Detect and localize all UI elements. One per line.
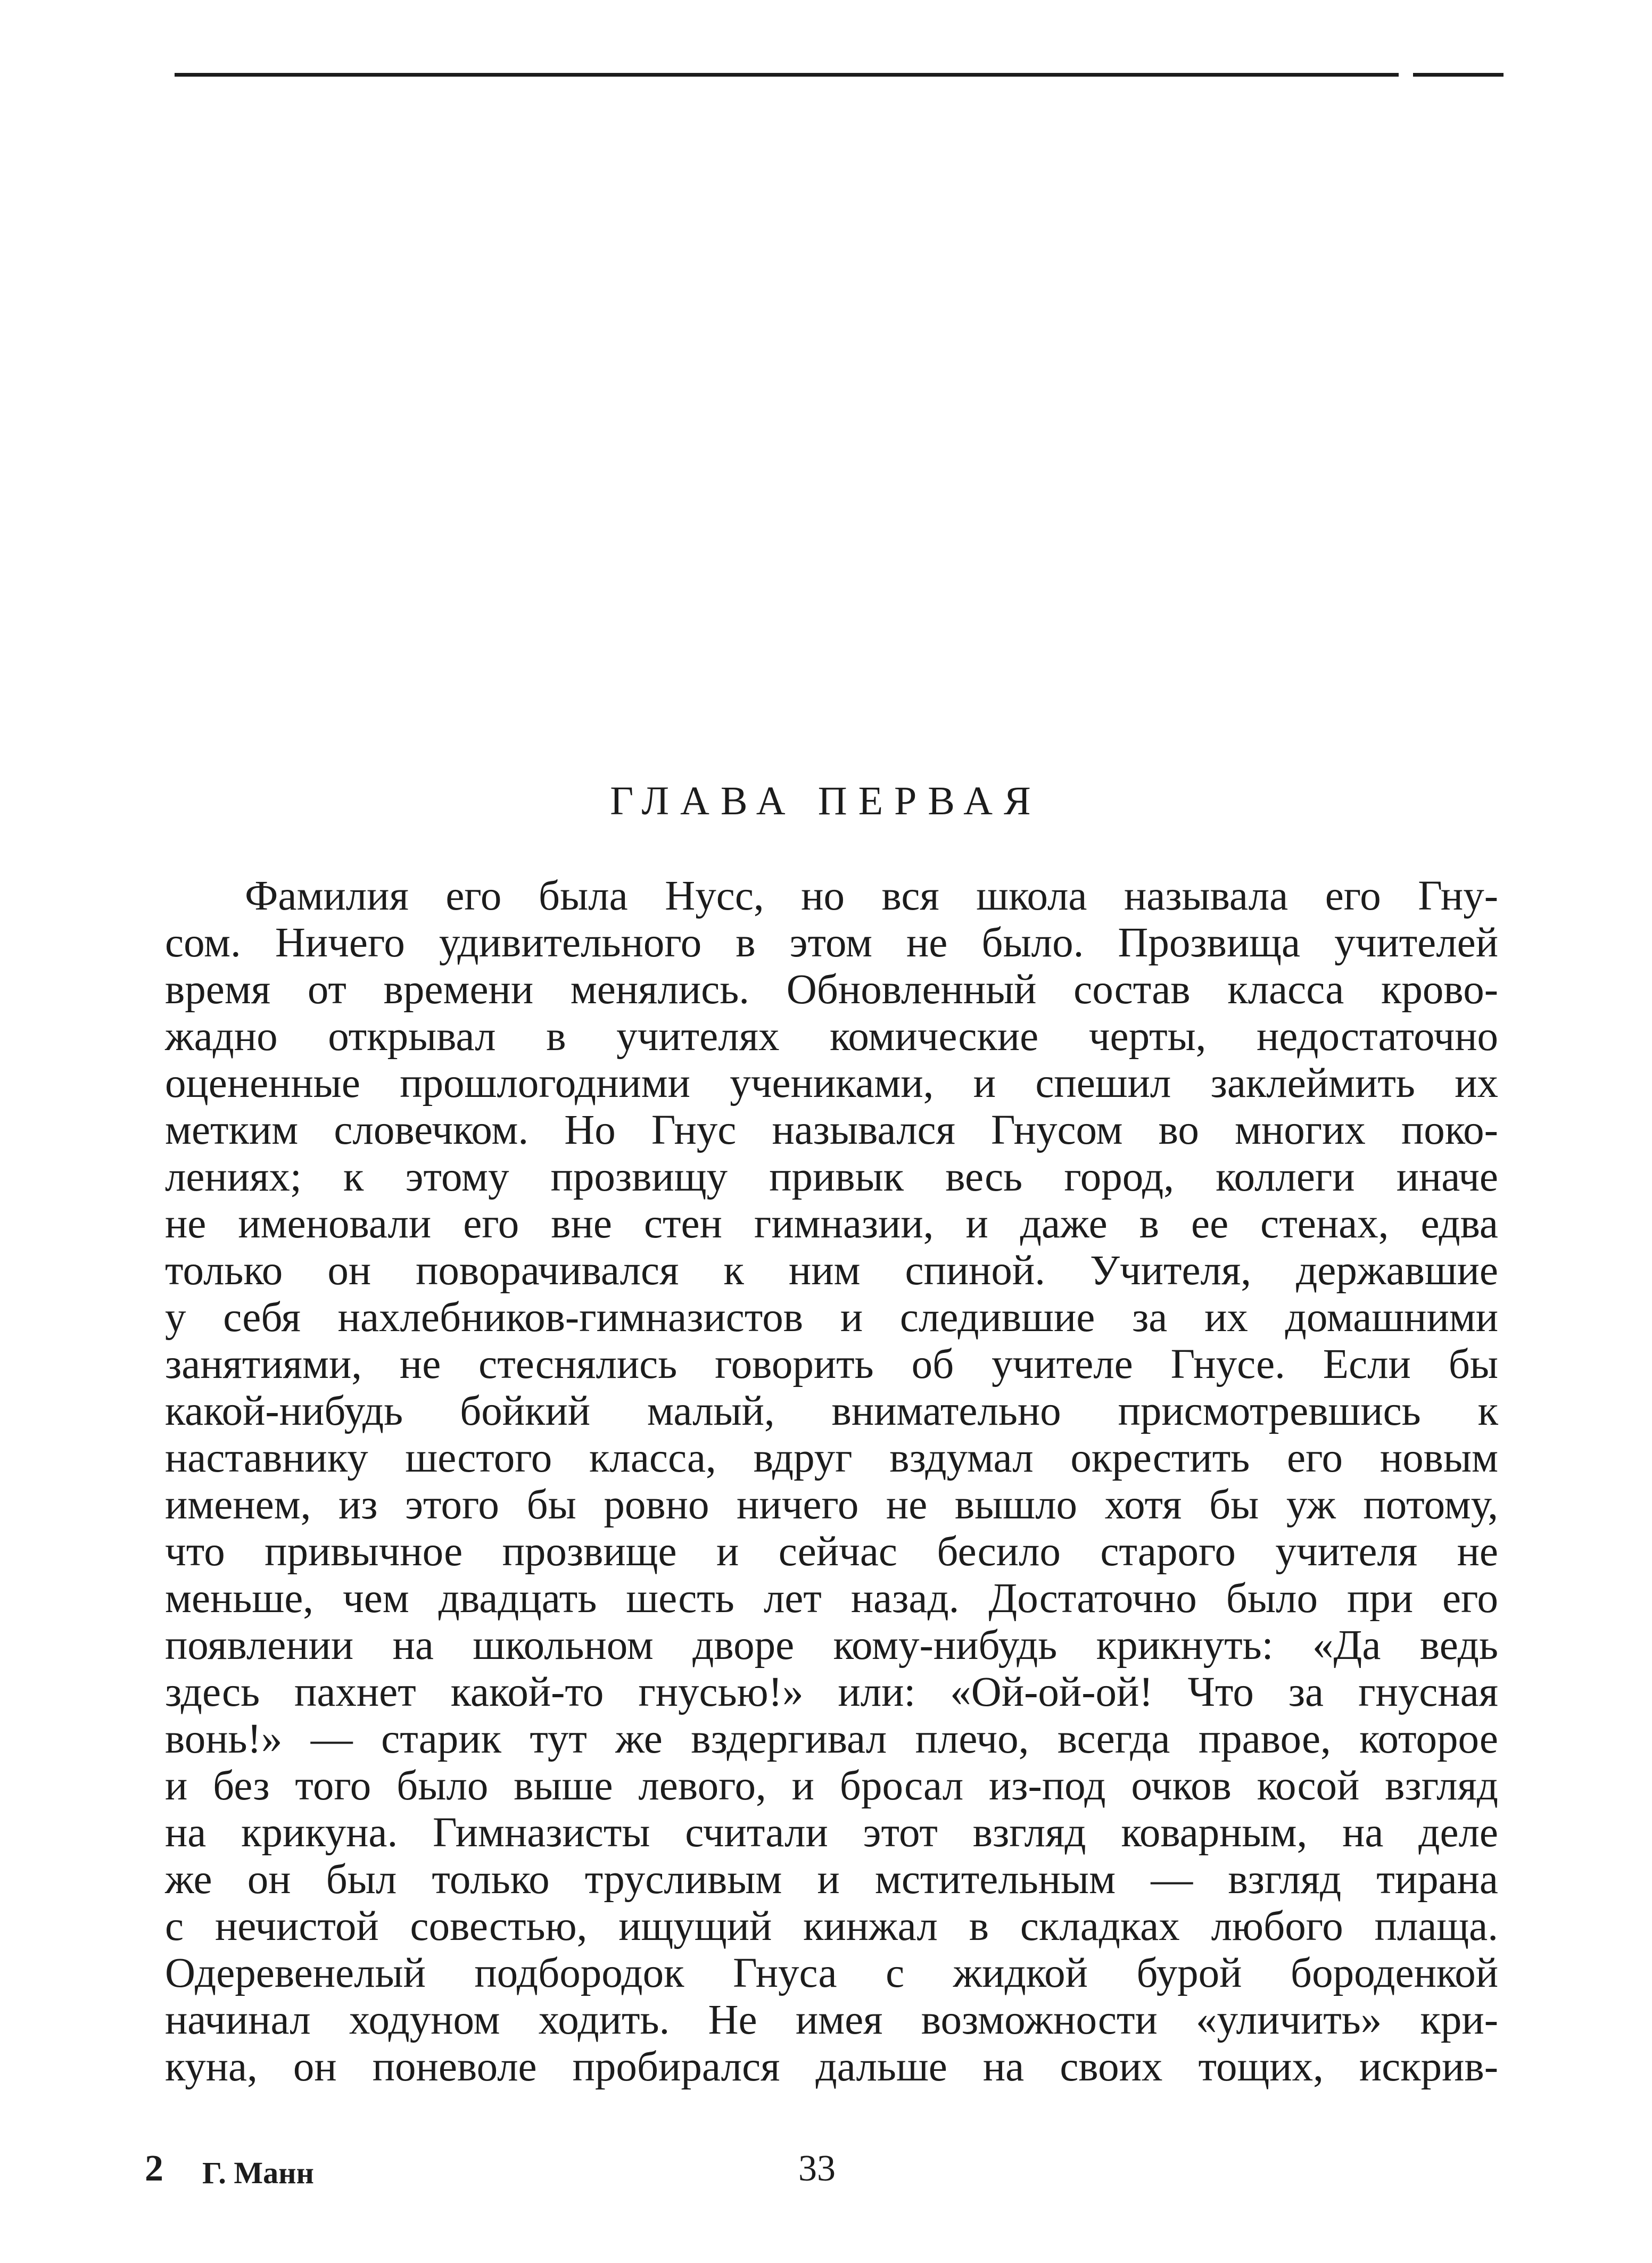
chapter-paragraph [165, 873, 1498, 2091]
header-rule-short [1413, 73, 1504, 77]
text-line: время от времени менялись. Обновленный состав класса крово- [165, 967, 1498, 1013]
text-line: на крикуна. Гимназисты считали этот взгляд коварным, на деле [165, 1810, 1498, 1856]
text-line: Одеревенелый подбородок Гнуса с жидкой бурой бороденкой [165, 1950, 1498, 1996]
text-line: сом. Ничего удивительного в этом не было. Прозвища учителей [165, 920, 1498, 966]
text-line: занятиями, не стеснялись говорить об учителе Гнусе. Если бы [165, 1341, 1498, 1387]
signature-number: 2 [145, 2148, 163, 2189]
text-line: наставнику шестого класса, вдруг вздумал окрестить его новым [165, 1435, 1498, 1481]
text-line: метким словечком. Но Гнус назывался Гнусом во многих поко- [165, 1107, 1498, 1153]
text-line: куна, он поневоле пробирался дальше на своих тощих, искрив- [165, 2044, 1498, 2090]
text-line: меньше, чем двадцать шесть лет назад. Достаточно было при его [165, 1575, 1498, 1622]
text-line: оцененные прошлогодними учениками, и спешил заклеймить их [165, 1060, 1498, 1106]
text-line: же он был только трусливым и мстительным — взгляд тирана [165, 1856, 1498, 1903]
text-line: именем, из этого бы ровно ничего не вышло хотя бы уж потому, [165, 1482, 1498, 1528]
chapter-title: ГЛАВА ПЕРВАЯ [610, 779, 1042, 823]
text-line: какой-нибудь бойкий малый, внимательно присмотревшись к [165, 1388, 1498, 1434]
text-line: появлении на школьном дворе кому-нибудь крикнуть: «Да ведь [165, 1622, 1498, 1669]
text-line: только он поворачивался к ним спиной. Учителя, державшие [165, 1248, 1498, 1294]
text-line: начинал ходуном ходить. Не имея возможности «уличить» кри- [165, 1997, 1498, 2043]
page-footer [0, 2145, 1652, 2198]
text-line: Фамилия его была Нусс, но вся школа называла его Гну- [245, 873, 1498, 919]
text-line: не именовали его вне стен гимназии, и даже в ее стенах, едва [165, 1201, 1498, 1247]
signature-author: Г. Манн [202, 2155, 314, 2190]
text-line: у себя нахлебников-гимназистов и следившие за их домашними [165, 1294, 1498, 1341]
text-line: жадно открывал в учителях комические черты, недостаточно [165, 1013, 1498, 1060]
text-line: что привычное прозвище и сейчас бесило старого учителя не [165, 1529, 1498, 1575]
text-line: с нечистой совестью, ищущий кинжал в складках любого плаща. [165, 1903, 1498, 1950]
header-rule [175, 73, 1399, 77]
page-number: 33 [798, 2148, 836, 2189]
text-line: здесь пахнет какой-то гнусью!» или: «Ой-ой-ой! Что за гнусная [165, 1669, 1498, 1715]
text-line: и без того было выше левого, и бросал из-под очков косой взгляд [165, 1763, 1498, 1809]
text-line: вонь!» — старик тут же вздергивал плечо, всегда правое, которое [165, 1716, 1498, 1762]
text-line: лениях; к этому прозвищу привык весь город, коллеги иначе [165, 1154, 1498, 1200]
